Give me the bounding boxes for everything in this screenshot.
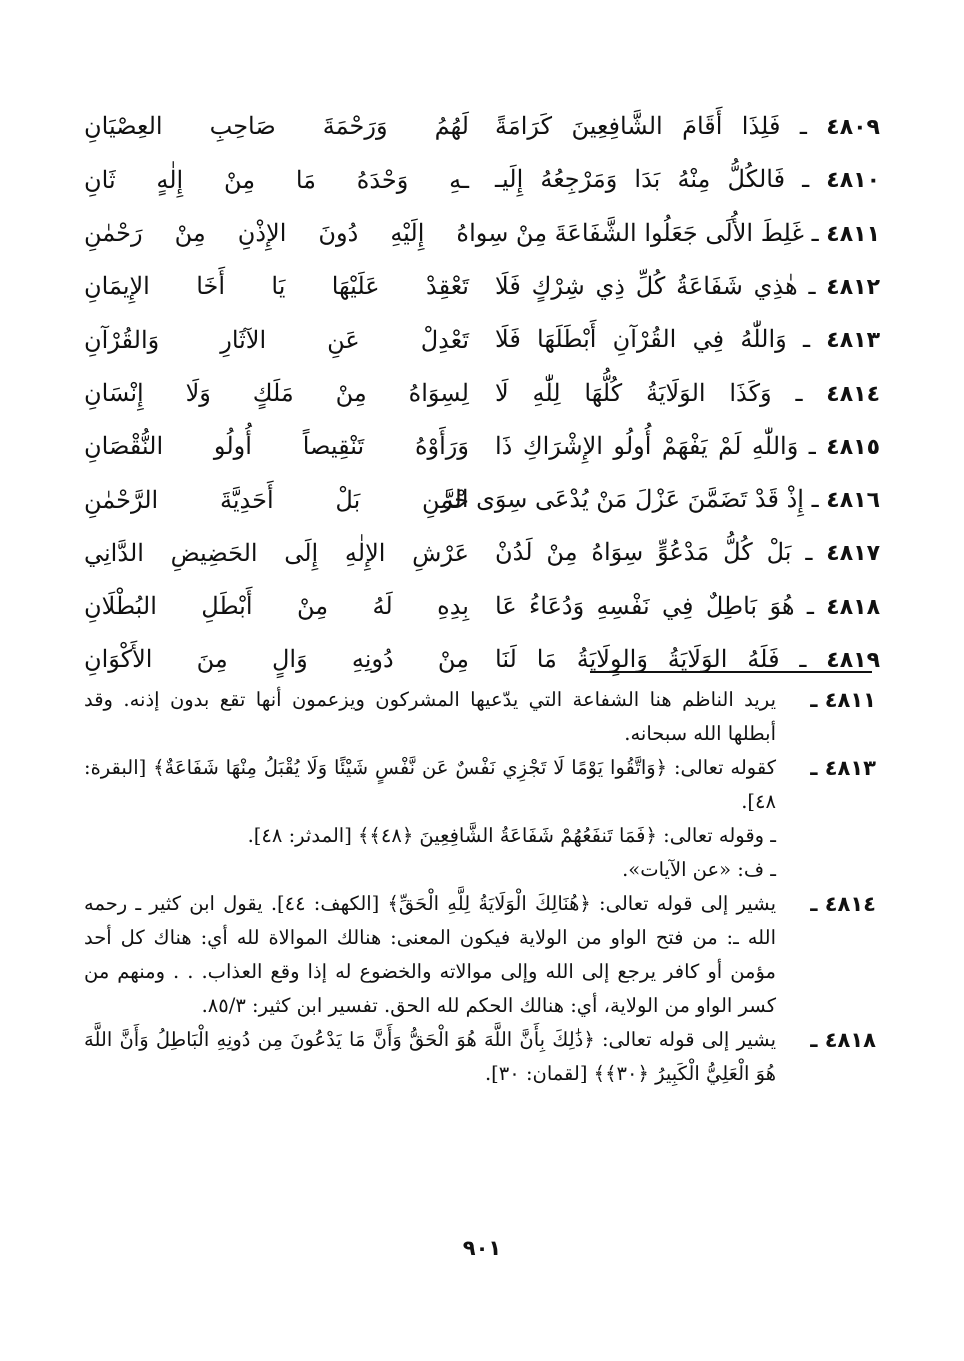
footnote-line: يريد الناظم هنا الشفاعة التي يدّعيها المشركون ويزعمون أنها تقع بدون إذنه. وقد أبطلها الله سبحانه. [84, 688, 776, 745]
verse-first-text: بَلْ كُلُّ مَدْعُوٍّ سِوَاهُ مِنْ لَدُنْ [495, 538, 792, 567]
verse-first-text: وَكَذَا الوَلَايَةُ كُلُّهَا لِلّٰهِ لَا [495, 378, 772, 407]
verse-dash: ـ [803, 218, 827, 247]
verse-number: ٤٨١٦ [826, 488, 880, 514]
poem-verses [84, 100, 880, 686]
verse-first-hemistich [469, 218, 880, 247]
verse-number: ٤٨١٣ [826, 328, 880, 354]
verse-dash: ـ [785, 165, 827, 194]
footnote-line: يشير إلى قوله تعالى: ﴿ذَٰلِكَ بِأَنَّ اللَّهَ هُوَ الْحَقُّ وَأَنَّ مَا يَدْعُونَ مِن دُونِهِ الْبَاطِلُ وَأَنَّ اللَّهَ هُوَ الْعَلِيُّ الْكَبِيرُ ﴿٣٠﴾﴾ [لقمان: ٣٠]. [84, 1028, 776, 1085]
verse-row [84, 153, 880, 206]
verse-dash: ـ [798, 431, 827, 460]
verse-first-hemistich [495, 539, 880, 566]
verse-first-hemistich [441, 485, 880, 514]
verse-second-hemistich: هُ إِلَيْهِ دُونَ الإِذْنِ مِنْ رَحْمٰنِ [84, 219, 469, 248]
footnote [84, 887, 876, 1023]
footnote [84, 751, 876, 887]
footnote-line: ـ وقوله تعالى: ﴿فَمَا تَنفَعُهُمْ شَفَاعَةُ الشَّافِعِينَ ﴿٤٨﴾﴾ [المدثر: ٤٨]. [247, 824, 776, 847]
verse-number: ٤٨١٤ [826, 381, 881, 407]
footnote-number: ٤٨١٨ ـ [810, 1028, 876, 1052]
footnote-number: ٤٨١٤ ـ [810, 892, 876, 916]
verse-first-text: وَاللّٰهُ فِي القُرْآنِ أَبْطَلَهَا فَلَا [495, 325, 787, 354]
verse-row [84, 633, 880, 686]
footnote-number: ٤٨١٣ ـ [810, 756, 876, 780]
verse-first-hemistich [495, 380, 880, 407]
verse-dash: ـ [797, 271, 827, 300]
verse-second-hemistich: تَعْقِدْ عَلَيْهَا يَا أَخَا الإِيمَانِ [84, 272, 469, 301]
footnote-line: كقوله تعالى: ﴿وَاتَّقُوا يَوْمًا لَا تَجْزِي نَفْسٌ عَن نَّفْسٍ شَيْئًا وَلَا يُقْبَلُ مِنْهَا شَفَاعَةٌ﴾ [البقرة: ٤٨]. [84, 756, 776, 813]
footnotes [84, 683, 876, 1091]
footnote-body [84, 887, 776, 1023]
verse-first-hemistich [495, 593, 880, 620]
verse-number: ٤٨١٩ [826, 648, 880, 674]
verse-row [84, 100, 880, 153]
verse-first-text: هٰذِي شَفَاعَةُ كُلِّ ذِي شِرْكٍ فَلَا [495, 271, 798, 300]
verse-second-hemistich: لَهُمُ وَرَحْمَةَ صَاحِبِ العِصْيَانِ [84, 112, 469, 141]
verse-row [84, 313, 880, 366]
verse-dash: ـ [779, 645, 827, 674]
verse-row [84, 473, 880, 526]
footnote-line: يشير إلى قوله تعالى: ﴿هُنَالِكَ الْوَلَايَةُ لِلَّهِ الْحَقِّ﴾ [الكهف: ٤٤]. يقول ابن كثير ـ رحمه الله ـ: من فتح الواو من الولاية فيكون المعنى: هنالك الموالاة لله أي: هناك كل أحد مؤمن أو كافر يرجع إلى الله وإلى موالاته والخضوع له إذا وقع العذاب. . . ومنهم من كسر الواو من الولاية، أي: هنالك الحكم لله الحق. تفسير ابن كثير: ٨٥/٣. [84, 892, 776, 1017]
verse-first-text: هُوَ بَاطِلٌ فِي نَفْسِهِ وَدُعَاءُ عَا [495, 591, 795, 620]
verse-row [84, 260, 880, 313]
verse-number: ٤٨١٨ [826, 594, 880, 620]
verse-second-hemistich: وَرَأَوْهُ تَنْقِيصاً أُولُو النُّقْصَانِ [84, 432, 469, 461]
verse-row [84, 420, 880, 473]
verse-number: ٤٨٠٩ [826, 115, 880, 141]
verse-row [84, 526, 880, 579]
footnote-number: ٤٨١١ ـ [810, 688, 876, 712]
verse-row [84, 580, 880, 633]
verse-first-hemistich [495, 326, 880, 353]
verse-number: ٤٨١٢ [826, 274, 880, 300]
verse-first-hemistich [495, 113, 880, 140]
verse-second-hemistich: لِسِوَاهُ مِنْ مَلَكٍ وَلَا إِنْسَانِ [84, 378, 469, 407]
verse-second-hemistich: ـهِ وَحْدَهُ مَا مِنْ إِلٰهٍ ثَانِ [84, 165, 469, 194]
verse-first-text: فَلِذَا أَقَامَ الشَّافِعِينَ كَرَامَةً [495, 112, 781, 141]
verse-first-text: إِذْ قَدْ تَضَمَّنَ عَزْلَ مَنْ يُدْعَى سِوَى الرَّ [441, 485, 804, 514]
footnote-body [84, 751, 776, 887]
verse-row [84, 207, 880, 260]
page-number: ٩٠١ [462, 1236, 502, 1260]
verse-first-text: وَاللّٰهِ لَمْ يَفْهَمْ أُولُو الإِشْرَاكِ ذَا [495, 431, 799, 460]
verse-dash: ـ [791, 538, 827, 567]
verse-first-text: فَالكُلُّ مِنْهُ بَدَا وَمَرْجِعُهُ إِلَيـ [495, 165, 786, 194]
verse-second-hemistich: مِنْ دُونِهِ وَالٍ مِنَ الأَكْوَانِ [84, 645, 469, 674]
verse-first-text: غَلِطَ الأُلَى جَعَلُوا الشَّفَاعَةَ مِنْ سِوا [469, 218, 804, 247]
verse-dash: ـ [794, 591, 827, 620]
verse-dash: ـ [780, 112, 827, 141]
verse-first-hemistich [495, 273, 880, 300]
verse-dash: ـ [803, 485, 827, 514]
footnote [84, 1023, 876, 1091]
verse-second-hemistich: تَعْدِلْ عَنِ الآثَارِ وَالقُرْآنِ [84, 325, 469, 354]
verse-number: ٤٨١٥ [826, 434, 880, 460]
footnote-line: ـ ف: «عن الآيات». [622, 858, 776, 881]
verse-second-hemistich: عَرْشِ الإِلٰهِ إِلَى الحَضِيضِ الدَّانِي [84, 538, 469, 567]
verse-dash: ـ [786, 325, 827, 354]
verse-second-hemistich: بِدِهِ لَهُ مِنْ أَبْطَلِ البُطْلَانِ [84, 592, 469, 621]
footnote [84, 683, 876, 751]
verse-number: ٤٨١١ [826, 221, 880, 247]
verse-number: ٤٨١٠ [826, 168, 880, 194]
verse-first-hemistich [495, 166, 880, 193]
verse-second-hemistich: حْمٰنِ بَلْ أَحَدِيَّةَ الرَّحْمٰنِ [84, 485, 469, 514]
verse-first-hemistich [495, 433, 880, 460]
verse-first-text: فَلَهُ الوَلَايَةُ وَالوِلَايَةُ مَا لَنَا [495, 645, 780, 674]
verse-number: ٤٨١٧ [826, 541, 880, 567]
verse-dash: ـ [771, 378, 827, 407]
verse-first-hemistich [495, 646, 880, 673]
verse-row [84, 366, 880, 419]
footnote-body [84, 1023, 776, 1091]
footnote-body [84, 683, 776, 751]
footnote-separator [590, 671, 872, 673]
